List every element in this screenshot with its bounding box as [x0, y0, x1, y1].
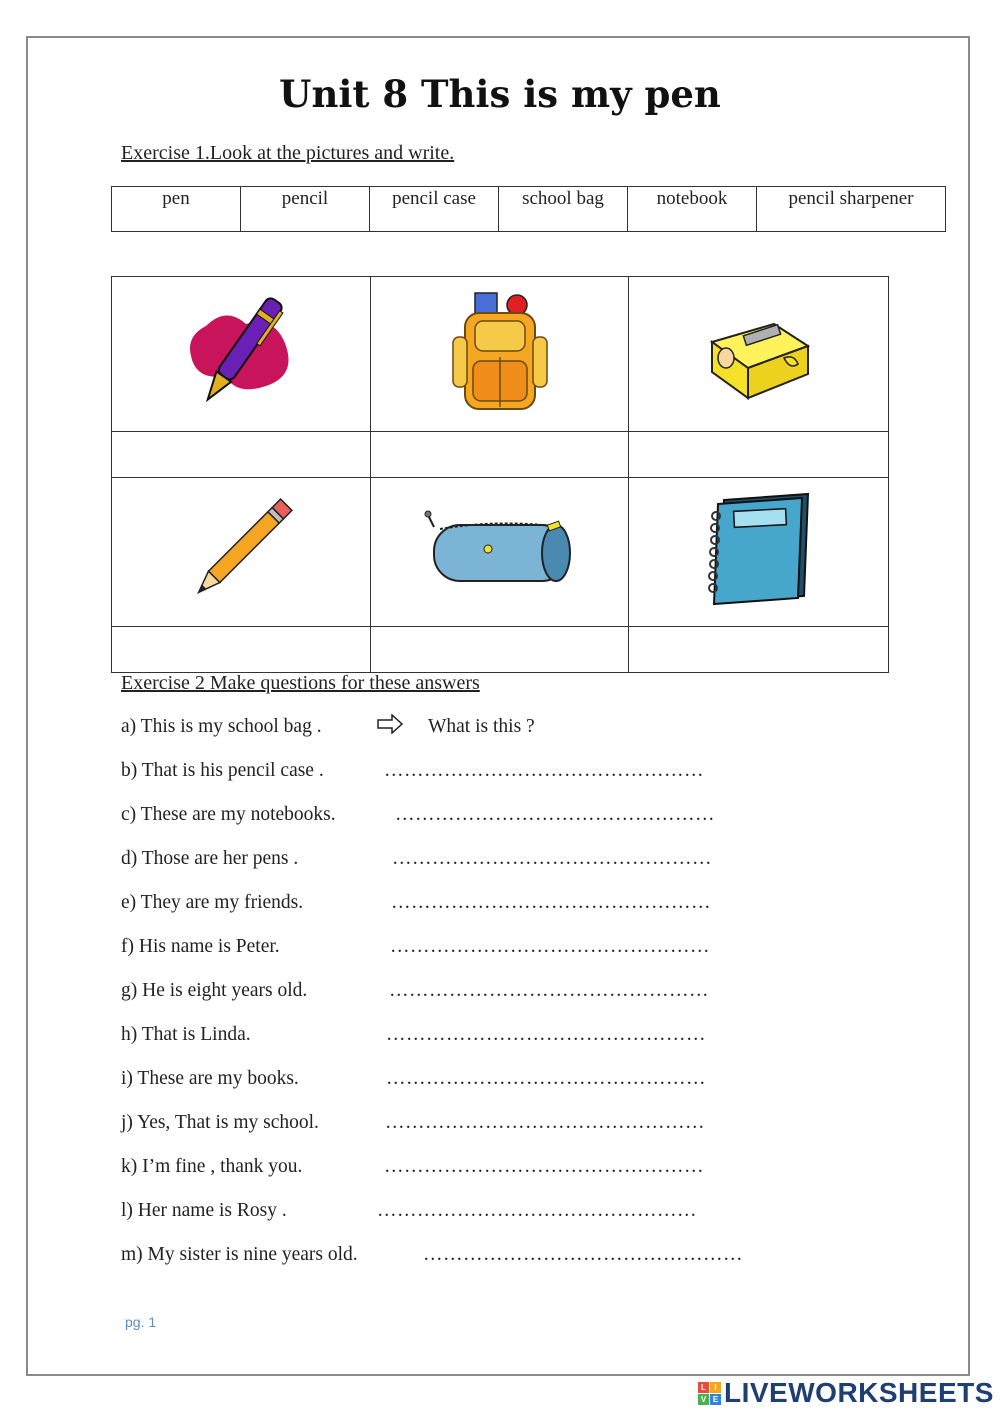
word-bank-cell: pencil — [241, 187, 370, 232]
answer-box[interactable] — [629, 627, 889, 673]
answer-box[interactable] — [371, 432, 629, 478]
question-item — [121, 848, 712, 870]
word-bank — [111, 186, 946, 232]
school-bag-picture — [445, 287, 555, 417]
pen-picture — [186, 286, 296, 418]
question-item — [121, 804, 715, 826]
answer-line[interactable]: ………………………………………… — [389, 980, 709, 1001]
question-item — [121, 980, 709, 1002]
picture-cell — [629, 277, 889, 432]
answer-line[interactable]: ………………………………………… — [384, 1156, 704, 1177]
word-bank-cell: school bag — [499, 187, 628, 232]
question-item — [121, 1112, 705, 1134]
answer-box[interactable] — [371, 627, 629, 673]
page-number: pg. 1 — [125, 1314, 157, 1330]
notebook-picture — [704, 492, 814, 608]
picture-cell — [371, 478, 629, 627]
example-item — [121, 716, 535, 738]
logo-text: LIVEWORKSHEETS — [724, 1377, 994, 1408]
answer-box[interactable] — [112, 432, 371, 478]
exercise1-heading: Exercise 1.Look at the pictures and write. — [121, 142, 455, 164]
answer-line[interactable]: ………………………………………… — [392, 848, 712, 869]
page-title: Unit 8 This is my pen — [279, 72, 721, 116]
answer-text: c) These are my notebooks. — [121, 804, 336, 825]
example-answer: a) This is my school bag . — [121, 716, 322, 737]
answer-line[interactable]: ………………………………………… — [386, 1024, 706, 1045]
logo-block: L — [698, 1382, 709, 1393]
question-item — [121, 936, 710, 958]
liveworksheets-logo[interactable] — [698, 1376, 994, 1410]
answer-text: e) They are my friends. — [121, 892, 304, 913]
picture-cell — [112, 478, 371, 627]
answer-line[interactable]: ………………………………………… — [395, 804, 715, 825]
answer-line[interactable]: ………………………………………… — [385, 1112, 705, 1133]
picture-cell — [629, 478, 889, 627]
pencil-case-picture — [420, 505, 580, 595]
picture-table — [111, 276, 889, 673]
picture-cell — [371, 277, 629, 432]
answer-box[interactable] — [112, 627, 371, 673]
answer-text: l) Her name is Rosy . — [121, 1200, 287, 1221]
pencil-sharpener-picture — [704, 302, 814, 402]
word-bank-cell: notebook — [628, 187, 757, 232]
answer-text: m) My sister is nine years old. — [121, 1244, 358, 1265]
answer-box[interactable] — [629, 432, 889, 478]
word-bank-cell: pencil sharpener — [757, 187, 946, 232]
answer-text: i) These are my books. — [121, 1068, 299, 1089]
answer-text: b) That is his pencil case . — [121, 760, 324, 781]
answer-line[interactable]: ………………………………………… — [384, 760, 704, 781]
logo-block: V — [698, 1394, 709, 1405]
question-item — [121, 760, 704, 782]
question-item — [121, 1156, 704, 1178]
answer-line[interactable]: ………………………………………… — [386, 1068, 706, 1089]
answer-line[interactable]: ………………………………………… — [391, 892, 711, 913]
example-question: What is this ? — [428, 716, 535, 737]
picture-cell — [112, 277, 371, 432]
logo-block: E — [710, 1394, 721, 1405]
exercise2-heading: Exercise 2 Make questions for these answers — [121, 672, 480, 694]
answer-text: h) That is Linda. — [121, 1024, 251, 1045]
answer-line[interactable]: ………………………………………… — [377, 1200, 697, 1221]
pencil-picture — [181, 492, 301, 608]
question-item — [121, 1244, 743, 1266]
question-item — [121, 1068, 706, 1090]
word-bank-cell: pencil case — [370, 187, 499, 232]
logo-blocks — [698, 1382, 721, 1405]
word-bank-cell: pen — [112, 187, 241, 232]
answer-text: f) His name is Peter. — [121, 936, 280, 957]
right-arrow-icon — [376, 714, 404, 734]
answer-line[interactable]: ………………………………………… — [423, 1244, 743, 1265]
question-item — [121, 1024, 706, 1046]
question-item — [121, 1200, 697, 1222]
answer-text: k) I’m fine , thank you. — [121, 1156, 303, 1177]
question-item — [121, 892, 711, 914]
answer-text: j) Yes, That is my school. — [121, 1112, 319, 1133]
logo-block: I — [710, 1382, 721, 1393]
answer-text: d) Those are her pens . — [121, 848, 299, 869]
answer-text: g) He is eight years old. — [121, 980, 308, 1001]
answer-line[interactable]: ………………………………………… — [390, 936, 710, 957]
